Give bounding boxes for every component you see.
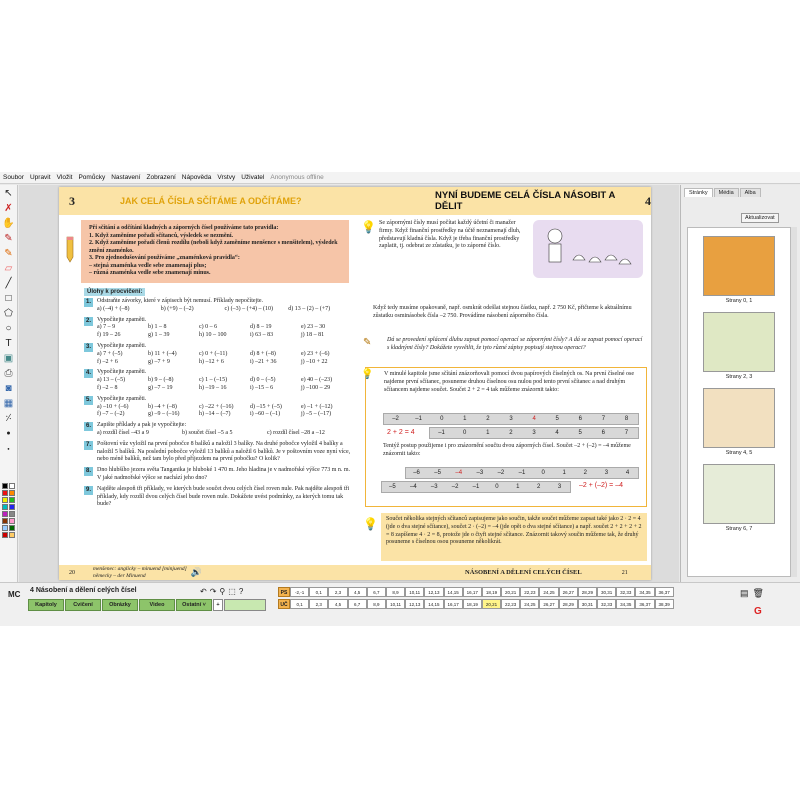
exercise-item: e) 40 – (–23) (301, 377, 333, 384)
right-page-footer (355, 565, 651, 580)
exercise-item: a) –10 + (–6) (97, 403, 129, 410)
exercise-5 (84, 396, 352, 419)
line-width-icon[interactable]: ● (6, 430, 11, 437)
box-paragraph-2: Tentýž postup použijeme i pro znázornění součtu dvou záporných čísel. Součet –2 + (–2) = –4 můžeme znázornit takto: (383, 443, 631, 457)
tape-label: –4 (455, 470, 463, 476)
tape-label: 8 (624, 416, 629, 422)
color-swatch[interactable] (9, 490, 15, 496)
exercise-item: e) 23 + (–6) (301, 350, 330, 357)
tape-label: 6 (578, 416, 582, 422)
exercise-3 (84, 343, 352, 366)
uc-page-button[interactable]: 4,5 (328, 599, 347, 609)
rule-3b: – různá znaménka vedle sebe znamenají minus. (89, 270, 211, 276)
intro-paragraph: Se zápornými čísly musí počítat každý účetní či manažer firmy. Když finanční prostředky na účtě neznamenají dluh, představují kladná čísla. Když je třeba finanční prostředky zaplatit, tj. odebrat ze zůstatku, je to záporné číslo. (379, 220, 521, 250)
color-swatch[interactable] (9, 525, 15, 531)
uc-page-button[interactable]: 34,35 (616, 599, 635, 609)
exercise-text: Vypočítejte zpaměti. (97, 316, 147, 323)
tape-label: –5 (434, 470, 441, 476)
tape-label: 1 (562, 470, 566, 476)
exercise-item: f) 19 – 26 (97, 332, 121, 339)
exercise-text: Dno hlubšího jezera světa Tanganika je hluboké 1 470 m. Jeho hladina je v nadmořské výšce 773 m n. m. V jaké nadmořské výšce se nachází jeho dno? (97, 467, 351, 481)
rectangle-tool-icon[interactable]: □ (5, 292, 12, 304)
color-swatch[interactable] (2, 532, 8, 538)
cursor-tool-icon[interactable]: ↖ (4, 187, 13, 199)
thumbnail-label: Strany 6, 7 (725, 526, 753, 532)
exercise-number: 2. (85, 317, 91, 324)
footer-note-2: německy – der Minuend (93, 572, 146, 579)
exercise-item: c) rozdíl čísel –28 a –12 (267, 429, 325, 436)
app-window (0, 172, 800, 626)
tape-label: 5 (555, 416, 559, 422)
menu-vrstvy[interactable]: Vrstvy (217, 174, 236, 181)
ps-page-button[interactable]: 16,17 (463, 587, 482, 597)
exercise-item: e) –1 + (–12) (301, 403, 333, 410)
uc-page-button[interactable]: 36,37 (635, 599, 654, 609)
exercise-text: Zapište příklady a pak je vypočítejte: (97, 422, 187, 429)
multiplication-note: Součet několika stejných sčítanců zapisujeme jako součin, takže součet můžeme zapsat také jako 2 · 2 = 4 (jde o dva stejné sčítance), součet 2 · (–2) = –4 (jde opět o dva stejné sčítance) a např. součet 2 + 2 + 2 + 2 = 8 zapíšeme 4 · 2 = 8, protože jde o čtyři stejné sčítance. Znázornit takový součin můžeme tak, že druhý posuneme s číselnou osou posuneme několikrát. (381, 513, 647, 561)
rule-3: 3. Pro zjednodušování používáme „znaménková pravidla“: (89, 255, 240, 261)
tape-label: 1 (463, 416, 467, 422)
uc-page-button[interactable]: 16,17 (444, 599, 463, 609)
nav-video-button[interactable]: Video (139, 599, 175, 611)
exercise-number: 5. (85, 396, 91, 403)
color-palette (2, 483, 16, 539)
exercise-item: h) –12 + 6 (199, 358, 224, 365)
tape-label: 0 (495, 484, 499, 490)
text-tool-icon[interactable]: T (5, 337, 12, 349)
textbook-spread (59, 187, 651, 580)
exercise-item: j) –10 + 22 (301, 358, 328, 365)
mc-logo: MC (8, 590, 21, 599)
exercise-item: d) 8 – 19 (250, 324, 272, 331)
exercise-text: Vypočítejte zpaměti. (97, 369, 147, 376)
exercise-9 (84, 486, 352, 509)
exercise-item: b) 1 – 8 (148, 324, 167, 331)
tape-label: 7 (601, 416, 606, 422)
exercise-item: c) 0 + (–11) (199, 350, 228, 357)
tape-label: 7 (624, 430, 629, 436)
fit-icon[interactable]: ⬚ (228, 587, 236, 596)
help-icon[interactable]: ? (238, 587, 244, 596)
ps-page-button[interactable]: 32,33 (616, 587, 635, 597)
ps-page-row (278, 587, 674, 597)
tape-label: –6 (413, 470, 420, 476)
rules-intro: Při sčítání a odčítání kladných a záporných čísel používáme tato pravidla: (89, 225, 279, 231)
exercise-item: g) –7 – 19 (148, 384, 173, 391)
page-thumbnail[interactable] (703, 236, 775, 296)
nav-kapitoly-button[interactable]: Kapitoly (28, 599, 64, 611)
exercise-item: a) 13 – (–5) (97, 377, 126, 384)
ps-page-button[interactable]: 26,27 (559, 587, 578, 597)
sum-label-1: 2 + 2 = 4 (387, 429, 415, 436)
exercise-item: j) –100 – 29 (301, 384, 331, 391)
uc-page-row (278, 599, 674, 609)
color-swatch[interactable] (2, 497, 8, 503)
left-page-header (59, 187, 355, 215)
exercise-item: a) (–4) + (–8) (97, 305, 130, 312)
zoom-icon[interactable]: ⚲ (219, 587, 226, 596)
tape-label: 0 (541, 470, 545, 476)
tab-media[interactable]: Média (714, 188, 739, 197)
color-swatch[interactable] (2, 504, 8, 510)
pen-tool-icon[interactable]: ✎ (4, 232, 13, 244)
uc-page-button[interactable]: 6,7 (348, 599, 367, 609)
uc-page-button[interactable]: 8,9 (367, 599, 386, 609)
uc-page-button[interactable]: 32,33 (597, 599, 616, 609)
ps-page-button[interactable]: 0,1 (309, 587, 328, 597)
color-swatch[interactable] (9, 483, 15, 489)
exercise-item: a) 7 + (–5) (97, 350, 123, 357)
tape-label: –2 (497, 470, 505, 476)
thumbnail-label: Strany 2, 3 (725, 374, 753, 380)
thumbnail-list (687, 227, 791, 577)
color-swatch[interactable] (2, 511, 8, 517)
exercise-item: b) součet čísel –5 a 5 (182, 429, 233, 436)
color-swatch[interactable] (9, 497, 15, 503)
exercise-4 (84, 369, 352, 392)
tape-label: 2 (509, 430, 513, 436)
exercise-item: f) –2 – 8 (97, 384, 118, 391)
tape-label: 3 (532, 430, 536, 436)
tape-label: –1 (472, 484, 480, 490)
page-thumbnail[interactable] (703, 388, 775, 448)
tape-label: 3 (557, 484, 562, 490)
exercise-text: Vypočítejte zpaměti. (97, 342, 147, 349)
polygon-tool-icon[interactable]: ⬠ (4, 307, 13, 319)
exercise-number: 9. (85, 486, 91, 493)
ps-page-button[interactable]: 22,23 (520, 587, 539, 597)
left-page-number: 3 (69, 193, 75, 208)
exercise-item: e) 23 – 30 (301, 324, 326, 331)
nav-obrazky-button[interactable]: Obrázky (102, 599, 138, 611)
ps-label: PS (278, 587, 290, 597)
chapter-title: 4 Násobení a dělení celých čísel (30, 587, 137, 594)
page-thumbnail[interactable] (703, 312, 775, 372)
line-width-small-icon[interactable]: ● (7, 445, 10, 451)
exercise-text: Poštovní vůz vyložil na první pobočce 8 balíků a naložil 3 balíky. Na druhé pobočce vyložil 4 balíky a naložil 5 balíků. Na poslední pobočce vyložil 13 balíků a naložil 6 balíků. Je v poštovním voze nyní více, nebo méně balíků, než tam bylo před příjezdem na první pobočku? O kolik? (97, 440, 351, 463)
uc-page-button[interactable]: 30,31 (578, 599, 597, 609)
user-status: Anonymous offline (270, 174, 324, 181)
exercise-item: g) –7 + 9 (148, 358, 170, 365)
left-page-footer (59, 565, 355, 580)
ps-page-button[interactable]: 34,35 (635, 587, 654, 597)
exercise-item: i) –60 – (–1) (250, 411, 281, 418)
exercise-6 (84, 422, 352, 438)
undo-icon[interactable]: ↶ (200, 587, 207, 596)
tape-label: 3 (604, 470, 609, 476)
uc-page-button[interactable]: 28,29 (559, 599, 578, 609)
exercise-item: c) 0 – 6 (199, 324, 218, 331)
exercise-item: i) 63 – 83 (250, 332, 274, 339)
number-tape-1-bottom (429, 427, 639, 439)
sidebar-panel (680, 185, 800, 582)
tape-label: –1 (438, 430, 445, 436)
speaker-icon[interactable]: 🔊 (190, 567, 202, 577)
right-footer-number: 21 (621, 569, 628, 576)
exercise-item: b) 11 + (–4) (148, 350, 177, 357)
exercise-section (84, 288, 352, 512)
color-swatch[interactable] (2, 490, 8, 496)
exercise-item: a) 7 – 9 (97, 324, 116, 331)
exercise-item: h) –14 – (–7) (199, 411, 231, 418)
rule-3a: – stejná znaménka vedle sebe znamenají plus; (89, 262, 207, 269)
tape-label: 2 (583, 470, 587, 476)
exercise-number: 6. (85, 423, 91, 430)
exercise-item: c) 1 – (–15) (199, 377, 228, 384)
exercise-item: d) 0 – (–5) (250, 377, 276, 384)
exercise-item: j) –5 – (–17) (301, 411, 332, 418)
ps-page-button[interactable]: 6,7 (367, 587, 386, 597)
menu-nastaveni[interactable]: Nastavení (111, 174, 141, 181)
rule-1: 1. Když zaměníme pořadí sčítanců, výsledek se nezmění. (89, 232, 233, 239)
uc-page-button[interactable]: 26,27 (539, 599, 558, 609)
thumbnail-label: Strany 0, 1 (725, 298, 753, 304)
uc-page-button[interactable]: 18,19 (463, 599, 482, 609)
pencil-icon (63, 235, 77, 263)
color-swatch[interactable] (9, 511, 15, 517)
tape-label: –1 (415, 416, 422, 422)
uc-page-button-current[interactable]: 20,21 (482, 599, 501, 609)
tape-label: 1 (516, 484, 520, 490)
tape-label: –2 (451, 484, 459, 490)
exercise-item: h) 10 – 100 (199, 332, 227, 339)
menu-vlozit[interactable]: Vložit (56, 174, 73, 181)
exercise-number: 8. (85, 468, 91, 475)
exercise-item: g) 1 – 39 (148, 332, 170, 339)
tape-label: –1 (518, 470, 526, 476)
exercise-number: 1. (85, 299, 91, 305)
exercise-item: c) (–3) – (+4) – (10) (224, 305, 274, 312)
number-tape-2-bottom (381, 481, 571, 493)
exercise-7 (84, 441, 352, 464)
thumbnail-label: Strany 4, 5 (725, 450, 753, 456)
tape-label: –3 (476, 470, 484, 476)
exercise-2 (84, 317, 352, 340)
exercise-item: d) 8 + (–8) (250, 350, 276, 357)
exercise-1 (84, 298, 352, 314)
uc-page-button[interactable]: 22,23 (501, 599, 520, 609)
thumbnail-scrollbar[interactable] (791, 227, 797, 577)
exercise-text: Najděte alespoň tři příklady, ve kterých bude součet dvou celých čísel roven nule. Pak najděte alespoň tři příklady, kdy rozdíl dvou celých čísel bude roven nule. Dokážete uvést podmínky, za kterých tomu tak bude? (97, 485, 350, 508)
bottom-toolbar (0, 582, 800, 626)
tape-label: –3 (430, 484, 438, 490)
page-search-input[interactable] (224, 599, 266, 611)
bulb-icon: 💡 (361, 220, 376, 234)
sum-label-2: –2 + (–2) = –4 (579, 482, 623, 489)
tape-label: –5 (389, 484, 396, 490)
redo-icon[interactable]: ↷ (209, 587, 217, 596)
highlighter-tool-icon[interactable]: ✎ (4, 247, 13, 259)
nav-ostatni-button[interactable]: Ostatní ˅ (176, 599, 212, 611)
ps-page-button[interactable]: 14,15 (444, 587, 463, 597)
menu-zobrazeni[interactable]: Zobrazení (146, 174, 176, 181)
bulb-icon: 💡 (363, 517, 378, 531)
left-footer-number: 20 (69, 569, 75, 576)
exercise-item: b) 9 – (–8) (148, 377, 174, 384)
right-page-number: 4 (645, 193, 651, 208)
eyedropper-tool-icon[interactable]: ⸓ (5, 412, 12, 424)
book-icon[interactable]: ▤ (740, 588, 749, 598)
question-text: Dá se provedení splácení dluhu zapsat pomocí operací se zápornými čísly? A dá se zapsat pomocí operací s kladnými čísly? Dokážete vysvětlit, že tyto různé zápisy popisují stejnou operaci? (387, 337, 643, 351)
uc-page-button[interactable]: 12,13 (405, 599, 424, 609)
exercise-item: g) –9 – (–16) (148, 411, 180, 418)
tape-label: –2 (392, 416, 399, 422)
exercise-item: i) –15 – 6 (250, 384, 274, 391)
exercise-item: c) –22 + (–16) (199, 403, 234, 410)
bulb-icon: 💡 (361, 369, 374, 380)
manager-cartoon-icon (533, 220, 643, 278)
color-swatch[interactable] (2, 483, 8, 489)
color-swatch[interactable] (9, 518, 15, 524)
capture-tool-icon[interactable]: ◙ (5, 382, 12, 394)
tool-palette (0, 185, 18, 582)
rules-box (81, 220, 349, 283)
question-icon: ✎ (363, 337, 372, 348)
footer-note-1: menšenec: anglicky – minuend [minjuend] (93, 566, 187, 573)
trash-icon[interactable]: 🗑 (752, 588, 764, 598)
uc-page-button[interactable]: 2,3 (309, 599, 328, 609)
color-swatch[interactable] (2, 525, 8, 531)
exercise-item: i) –21 + 36 (250, 358, 277, 365)
exercise-number: 3. (85, 343, 91, 350)
menu-upravit[interactable]: Upravit (29, 174, 51, 181)
add-button[interactable]: + (213, 599, 223, 611)
ps-page-button[interactable]: 30,31 (597, 587, 616, 597)
tape-label: 3 (509, 416, 513, 422)
ps-page-button[interactable]: 4,5 (348, 587, 367, 597)
exercise-8 (84, 467, 352, 483)
uc-label: UČ (278, 599, 290, 609)
exercise-text: Odstraňte závorky, které v zápisech být nemusí. Příklady nepočítejte. (97, 298, 264, 304)
rule-2: 2. Když zaměníme pořadí členů rozdílu (neboli když zaměníme menšence s menšitelem), výsledek změní znaménko. (89, 240, 338, 254)
screenshot-tool-icon[interactable]: ⎙ (4, 367, 13, 379)
number-tape-1-top (383, 413, 639, 425)
exercise-item: f) –7 – (–2) (97, 411, 125, 418)
ps-page-button[interactable]: 8,9 (386, 587, 405, 597)
tape-label: 5 (578, 430, 582, 436)
image-tool-icon[interactable]: ▣ (3, 352, 14, 364)
refresh-button[interactable]: Aktualizovat (741, 213, 779, 223)
tape-label: –4 (409, 484, 417, 490)
google-icon[interactable]: G (754, 606, 762, 617)
exercise-item: d) 13 – (2) – (+7) (288, 305, 331, 312)
menu-uzivatel[interactable]: Uživatel (241, 174, 265, 181)
menu-bar (0, 172, 800, 184)
ps-page-button[interactable]: 20,21 (501, 587, 520, 597)
menu-soubor[interactable]: Soubor (3, 174, 24, 181)
ps-page-button[interactable]: 10,11 (405, 587, 424, 597)
second-paragraph: Když tedy musíme opakovaně, např. osmkrát odešlat stejnou částku, např. 2 750 Kč, přičteme k aktuálnímu zůstatku osminásobek čísla –2 750. Provádíme násobení záporného čísla. (373, 305, 632, 319)
tab-stranky[interactable]: Stránky (684, 188, 713, 197)
line-tool-icon[interactable]: ╱ (5, 277, 12, 289)
page-viewer (19, 185, 679, 582)
color-swatch[interactable] (9, 504, 15, 510)
exercise-item: j) 18 – 81 (301, 332, 325, 339)
section-heading: Úlohy k procvičení: (84, 288, 145, 296)
ps-page-button[interactable]: 2,3 (328, 587, 347, 597)
exercise-item: b) –4 + (–8) (148, 403, 177, 410)
exercise-text: Vypočítejte zpaměti. (97, 395, 147, 402)
hand-tool-icon[interactable]: ✋ (2, 217, 15, 229)
uc-page-button[interactable]: 0,1 (290, 599, 309, 609)
ps-page-button[interactable]: -2,-1 (290, 587, 309, 597)
tape-label: 4 (555, 430, 559, 436)
page-thumbnail[interactable] (703, 464, 775, 524)
color-swatch[interactable] (2, 518, 8, 524)
box-paragraph-1: V minulé kapitole jsme sčítání znázorňovali pomocí dvou papírových číselných os. Na první číselné ose najdeme první sčítanec, posuneme druhou číselnou osu nulou pod tento první sčítanec a nad druhým sčítancem najdeme součet. Součet 2 + 2 = 4 tak můžeme znázornit takto: (384, 371, 634, 393)
uc-page-button[interactable]: 10,11 (386, 599, 405, 609)
tape-label: 2 (537, 484, 541, 490)
right-footer-title: NÁSOBENÍ A DĚLENÍ CELÝCH ČÍSEL (465, 569, 582, 576)
exercise-item: h) –19 – 16 (199, 384, 227, 391)
exercise-item: a) rozdíl čísel –43 a 9 (97, 429, 149, 436)
exercise-number: 4. (85, 370, 91, 377)
clipart-tool-icon[interactable]: ▦ (3, 397, 14, 409)
ps-page-button[interactable]: 18,19 (482, 587, 501, 597)
tape-label: 2 (486, 416, 490, 422)
uc-page-button[interactable]: 38,39 (655, 599, 674, 609)
cartoon-illustration (533, 220, 643, 278)
uc-page-button[interactable]: 14,15 (424, 599, 443, 609)
tape-label: 0 (440, 416, 444, 422)
tape-label: 4 (625, 470, 630, 476)
tape-label: 1 (486, 430, 490, 436)
left-page-title: JAK CELÁ ČÍSLA SČÍTÁME A ODČÍTÁME? (120, 196, 302, 206)
menu-pomucky[interactable]: Pomůcky (78, 174, 106, 181)
exercise-item: b) (+9) – (–2) (160, 305, 194, 312)
exercise-item: f) –2 + 6 (97, 358, 118, 365)
right-page-header (355, 187, 651, 215)
ps-page-button[interactable]: 28,29 (578, 587, 597, 597)
delete-tool-icon[interactable]: ✗ (4, 202, 13, 214)
nav-cviceni-button[interactable]: Cvičení (65, 599, 101, 611)
menu-napoveda[interactable]: Nápověda (181, 174, 212, 181)
tape-label: 6 (601, 430, 605, 436)
tab-alba[interactable]: Alba (740, 188, 761, 197)
number-tape-2-top (405, 467, 639, 479)
uc-page-button[interactable]: 24,25 (520, 599, 539, 609)
exercise-item: d) –15 + (–5) (250, 403, 282, 410)
eraser-tool-icon[interactable]: ▱ (4, 262, 13, 274)
ps-page-button[interactable]: 36,37 (655, 587, 674, 597)
ps-page-button[interactable]: 12,13 (424, 587, 443, 597)
tape-label: 4 (532, 416, 536, 422)
ps-page-button[interactable]: 24,25 (539, 587, 558, 597)
color-swatch[interactable] (9, 532, 15, 538)
exercise-number: 7. (85, 441, 91, 448)
tape-label: 0 (462, 430, 467, 436)
ellipse-tool-icon[interactable]: ○ (5, 322, 12, 334)
right-page-title: NYNÍ BUDEME CELÁ ČÍSLA NÁSOBIT A DĚLIT (435, 190, 615, 212)
